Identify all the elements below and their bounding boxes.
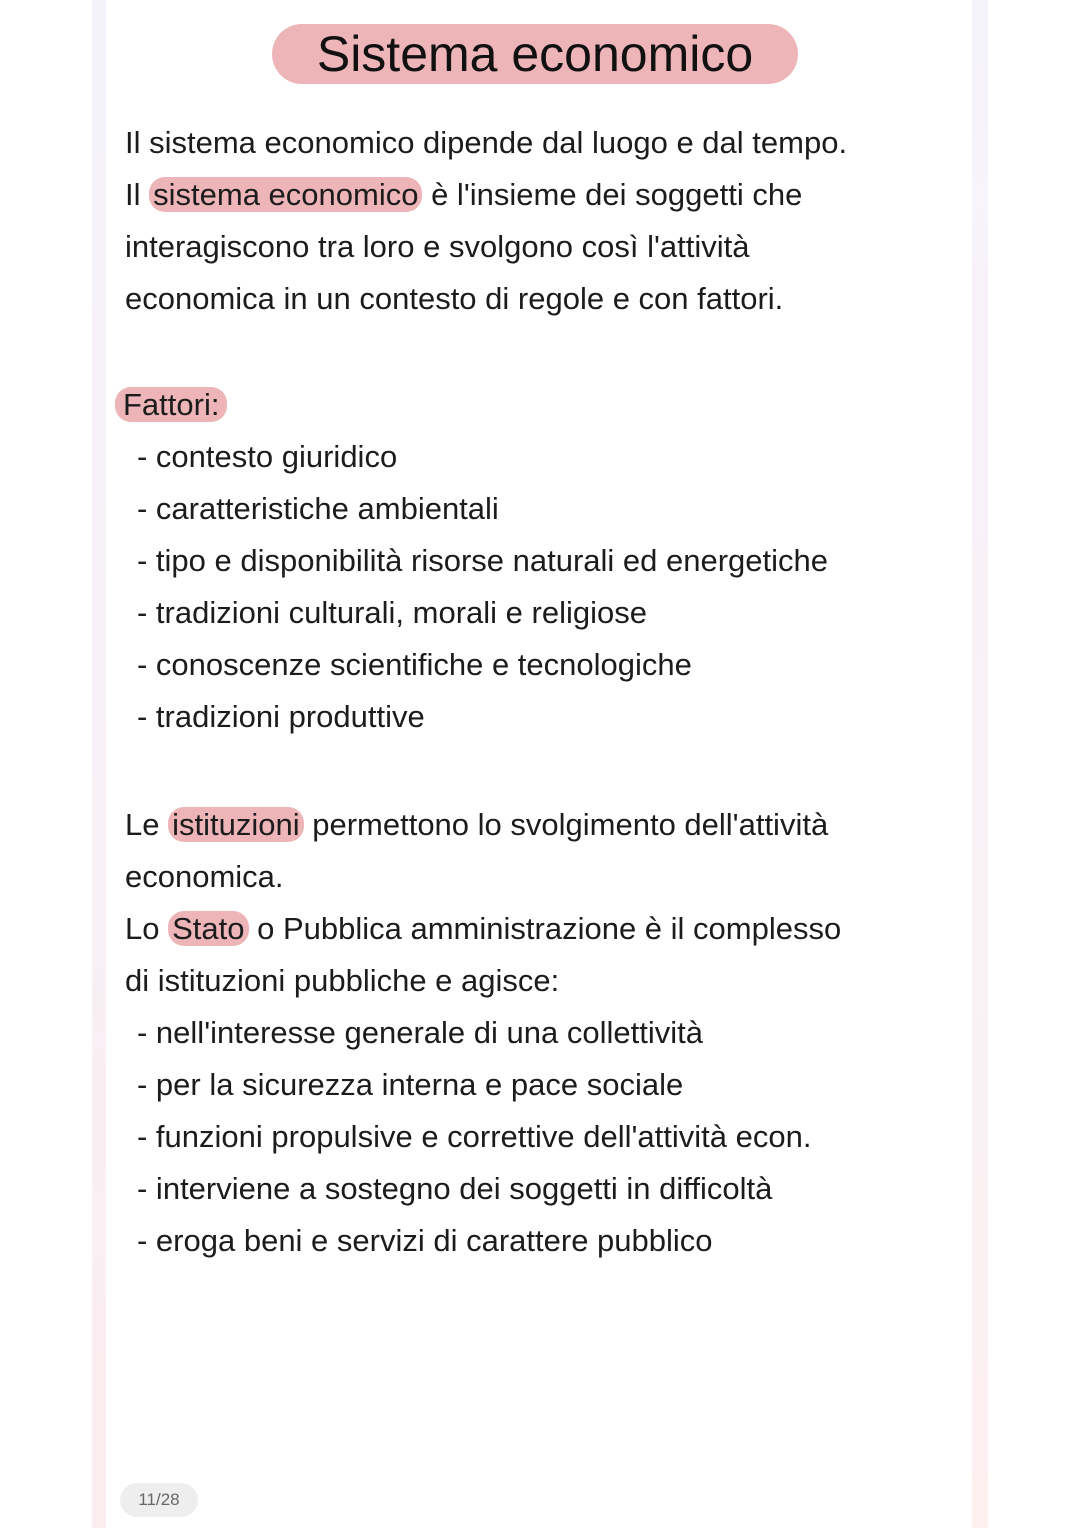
text: o Pubblica amministrazione è il complesso	[248, 911, 842, 946]
list-item: - conoscenze scientifiche e tecnologiche	[137, 647, 692, 682]
intro-line	[125, 175, 802, 215]
highlighted-heading: Fattori:	[115, 387, 227, 422]
list-item: - interviene a sostegno dei soggetti in difficoltà	[137, 1171, 773, 1206]
page-title: Sistema economico	[272, 24, 798, 84]
text: Le	[125, 807, 169, 842]
istituzioni-line	[125, 909, 841, 949]
istituzioni-line: di istituzioni pubbliche e agisce:	[125, 963, 560, 998]
text: permettono lo svolgimento dell'attività	[303, 807, 829, 842]
list-item: - tradizioni produttive	[137, 699, 425, 734]
text: Lo	[125, 911, 169, 946]
text: Il	[125, 177, 150, 212]
highlighted-term: Stato	[168, 911, 248, 946]
page-edge-right	[972, 0, 988, 1528]
intro-line: economica in un contesto di regole e con fattori.	[125, 281, 784, 316]
page-indicator: 11/28	[120, 1483, 198, 1517]
list-item: - funzioni propulsive e correttive dell'attività econ.	[137, 1119, 812, 1154]
list-item: - per la sicurezza interna e pace sociale	[137, 1067, 684, 1102]
highlighted-term: istituzioni	[168, 807, 304, 842]
text: è l'insieme dei soggetti che	[422, 177, 803, 212]
list-item: - nell'interesse generale di una collettività	[137, 1015, 703, 1050]
intro-line: interagiscono tra loro e svolgono così l'attività	[125, 229, 750, 264]
page-edge-left	[92, 0, 106, 1528]
fattori-heading	[115, 385, 227, 425]
list-item: - tipo e disponibilità risorse naturali ed energetiche	[137, 543, 829, 578]
list-item: - tradizioni culturali, morali e religiose	[137, 595, 647, 630]
list-item: - eroga beni e servizi di carattere pubblico	[137, 1223, 713, 1258]
highlighted-term: sistema economico	[149, 177, 422, 212]
intro-line: Il sistema economico dipende dal luogo e dal tempo.	[125, 125, 848, 160]
list-item: - contesto giuridico	[137, 439, 398, 474]
istituzioni-line	[125, 805, 828, 845]
istituzioni-line: economica.	[125, 859, 284, 894]
list-item: - caratteristiche ambientali	[137, 491, 499, 526]
